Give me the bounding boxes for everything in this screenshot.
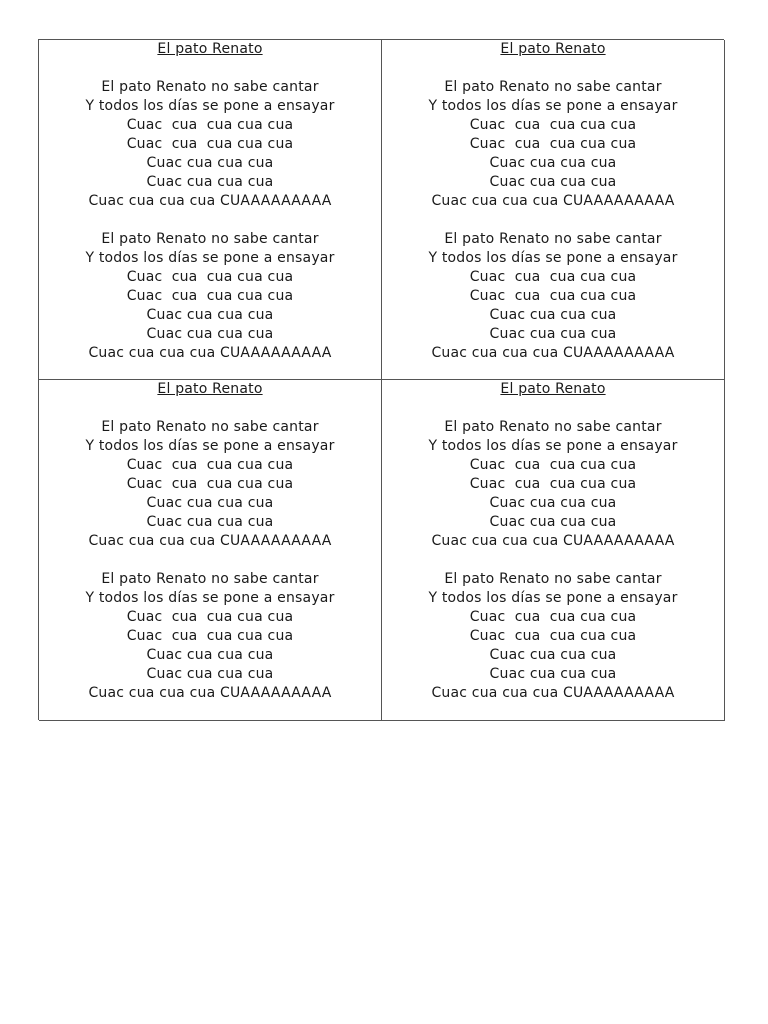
verse: [382, 570, 724, 703]
verse-line: Cuac cua cua cua: [146, 307, 274, 323]
verse-line: Cuac cua cua cua cua: [469, 457, 637, 473]
verse-line: Cuac cua cua cua cua: [469, 628, 637, 644]
verse-line: Cuac cua cua cua cua: [126, 288, 294, 304]
song-card: [382, 40, 725, 380]
spacer: [382, 399, 724, 418]
verse-line: Cuac cua cua cua CUAAAAAAAAA: [431, 193, 675, 209]
spacer: [382, 211, 724, 230]
verse-line: Cuac cua cua cua cua: [126, 136, 294, 152]
verse: [39, 78, 381, 211]
spacer: [39, 211, 381, 230]
verse-line: Y todos los días se pone a ensayar: [428, 98, 678, 114]
verse-line: Cuac cua cua cua cua: [469, 269, 637, 285]
verse-line: Cuac cua cua cua cua: [469, 609, 637, 625]
verse-line: El pato Renato no sabe cantar: [101, 79, 319, 95]
verse-line: Cuac cua cua cua: [489, 326, 617, 342]
verse: [39, 418, 381, 551]
verse-line: Cuac cua cua cua CUAAAAAAAAA: [88, 685, 332, 701]
verse-line: Cuac cua cua cua: [146, 647, 274, 663]
verse-line: Y todos los días se pone a ensayar: [428, 590, 678, 606]
verse-line: Cuac cua cua cua cua: [469, 476, 637, 492]
verse-line: Cuac cua cua cua: [146, 666, 274, 682]
verse-line: El pato Renato no sabe cantar: [101, 231, 319, 247]
verse: [382, 230, 724, 363]
verse: [39, 230, 381, 363]
verse-line: Cuac cua cua cua: [489, 647, 617, 663]
verse-line: Cuac cua cua cua: [146, 326, 274, 342]
verse-line: El pato Renato no sabe cantar: [101, 571, 319, 587]
verse-line: Cuac cua cua cua cua: [126, 457, 294, 473]
verse-line: Cuac cua cua cua: [489, 666, 617, 682]
verse-line: El pato Renato no sabe cantar: [444, 419, 662, 435]
song-title: El pato Renato: [157, 381, 263, 397]
song-card-grid: [38, 39, 724, 720]
verse-line: Cuac cua cua cua CUAAAAAAAAA: [88, 193, 332, 209]
verse-line: Cuac cua cua cua cua: [126, 117, 294, 133]
verse: [382, 78, 724, 211]
verse: [39, 570, 381, 703]
verse-line: Cuac cua cua cua: [489, 495, 617, 511]
verse-line: Y todos los días se pone a ensayar: [85, 98, 335, 114]
verse-line: Cuac cua cua cua cua: [126, 269, 294, 285]
verse-line: Cuac cua cua cua cua: [469, 288, 637, 304]
verse-line: Cuac cua cua cua: [489, 174, 617, 190]
verse: [382, 418, 724, 551]
verse-line: Cuac cua cua cua: [146, 514, 274, 530]
verse-line: Cuac cua cua cua cua: [469, 117, 637, 133]
verse-line: Y todos los días se pone a ensayar: [428, 250, 678, 266]
spacer: [39, 551, 381, 570]
verse-line: Y todos los días se pone a ensayar: [85, 250, 335, 266]
verse-line: Y todos los días se pone a ensayar: [85, 590, 335, 606]
verse-line: El pato Renato no sabe cantar: [101, 419, 319, 435]
verse-line: Cuac cua cua cua: [489, 514, 617, 530]
spacer: [382, 551, 724, 570]
verse-line: Cuac cua cua cua: [146, 155, 274, 171]
song-title: El pato Renato: [500, 41, 606, 57]
song-title: El pato Renato: [500, 381, 606, 397]
song-card: [39, 40, 382, 380]
verse-line: Cuac cua cua cua cua: [126, 628, 294, 644]
verse-line: Cuac cua cua cua: [489, 155, 617, 171]
verse-line: Cuac cua cua cua cua: [126, 609, 294, 625]
verse-line: Cuac cua cua cua CUAAAAAAAAA: [431, 533, 675, 549]
verse-line: El pato Renato no sabe cantar: [444, 571, 662, 587]
verse-line: Cuac cua cua cua cua: [469, 136, 637, 152]
verse-line: Cuac cua cua cua CUAAAAAAAAA: [88, 533, 332, 549]
song-card: [39, 380, 382, 721]
verse-line: Cuac cua cua cua cua: [126, 476, 294, 492]
verse-line: Cuac cua cua cua: [146, 174, 274, 190]
spacer: [382, 59, 724, 78]
verse-line: El pato Renato no sabe cantar: [444, 79, 662, 95]
verse-line: Cuac cua cua cua CUAAAAAAAAA: [88, 345, 332, 361]
verse-line: El pato Renato no sabe cantar: [444, 231, 662, 247]
song-card: [382, 380, 725, 721]
verse-line: Cuac cua cua cua: [146, 495, 274, 511]
spacer: [39, 399, 381, 418]
song-title: El pato Renato: [157, 41, 263, 57]
verse-line: Y todos los días se pone a ensayar: [428, 438, 678, 454]
verse-line: Cuac cua cua cua CUAAAAAAAAA: [431, 685, 675, 701]
verse-line: Y todos los días se pone a ensayar: [85, 438, 335, 454]
verse-line: Cuac cua cua cua: [489, 307, 617, 323]
verse-line: Cuac cua cua cua CUAAAAAAAAA: [431, 345, 675, 361]
spacer: [39, 59, 381, 78]
